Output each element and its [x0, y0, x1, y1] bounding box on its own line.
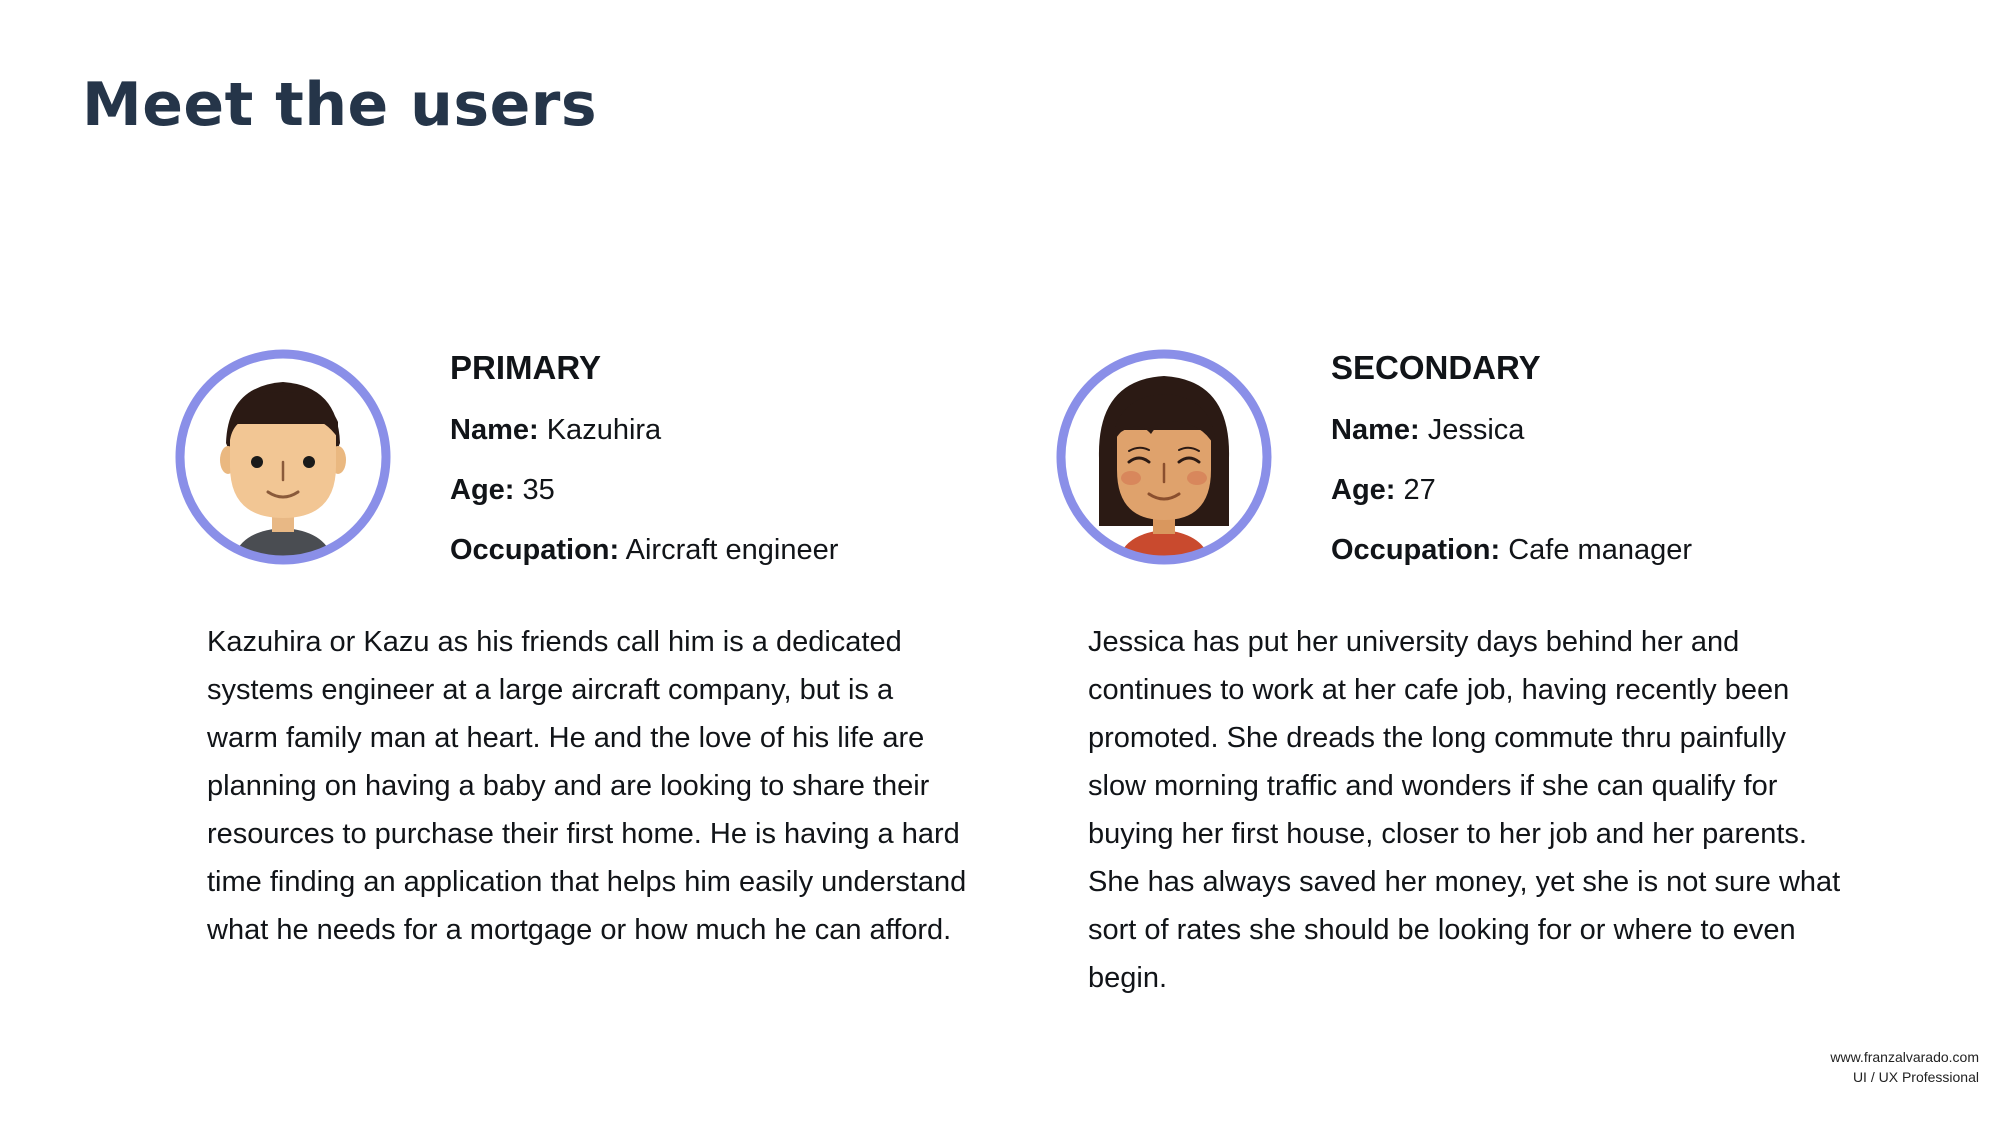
persona-role: PRIMARY	[450, 349, 601, 386]
persona-details	[450, 348, 838, 568]
occupation-label: Occupation:	[450, 534, 620, 566]
male-avatar-icon	[174, 348, 392, 566]
persona-name-row	[1331, 412, 1692, 448]
persona-occupation: Aircraft engineer	[625, 534, 839, 566]
persona-role: SECONDARY	[1331, 349, 1541, 386]
persona-occupation-row	[1331, 532, 1692, 568]
persona-occupation: Cafe manager	[1508, 534, 1693, 566]
persona-bio: Kazuhira or Kazu as his friends call him is a dedicated systems engineer at a large aircraft company, but is a warm family man at heart. He and the love of his life are planning on having a baby and are looking to share their resources to purchase their first home. He is having a hard time finding an application that helps him easily understand what he needs for a mortgage or how much he can afford.	[207, 626, 967, 946]
persona-age-row	[450, 472, 838, 508]
persona-occupation-row	[450, 532, 838, 568]
persona-details	[1331, 348, 1692, 568]
female-avatar-icon	[1055, 348, 1273, 566]
footer-website: www.franzalvarado.com	[1830, 1049, 1979, 1065]
persona-age: 35	[522, 474, 555, 506]
age-label: Age:	[1331, 474, 1396, 506]
persona-age: 27	[1403, 474, 1436, 506]
name-label: Name:	[450, 414, 539, 446]
persona-bio: Jessica has put her university days behind her and continues to work at her cafe job, having recently been promoted. She dreads the long commute thru painfully slow morning traffic and wonders if she can qualify for buying her first house, closer to her job and her parents. She has always saved her money, yet she is not sure what sort of rates she should be looking for or where to even begin.	[1088, 626, 1841, 994]
persona-age-row	[1331, 472, 1692, 508]
page-title: Meet the users	[82, 70, 598, 140]
occupation-label: Occupation:	[1331, 534, 1501, 566]
persona-name-row	[450, 412, 838, 448]
footer-tagline: UI / UX Professional	[1852, 1069, 1979, 1085]
footer-credit	[1830, 1047, 1979, 1087]
persona-name: Kazuhira	[546, 414, 662, 446]
age-label: Age:	[450, 474, 515, 506]
name-label: Name:	[1331, 414, 1420, 446]
persona-name: Jessica	[1427, 414, 1525, 446]
